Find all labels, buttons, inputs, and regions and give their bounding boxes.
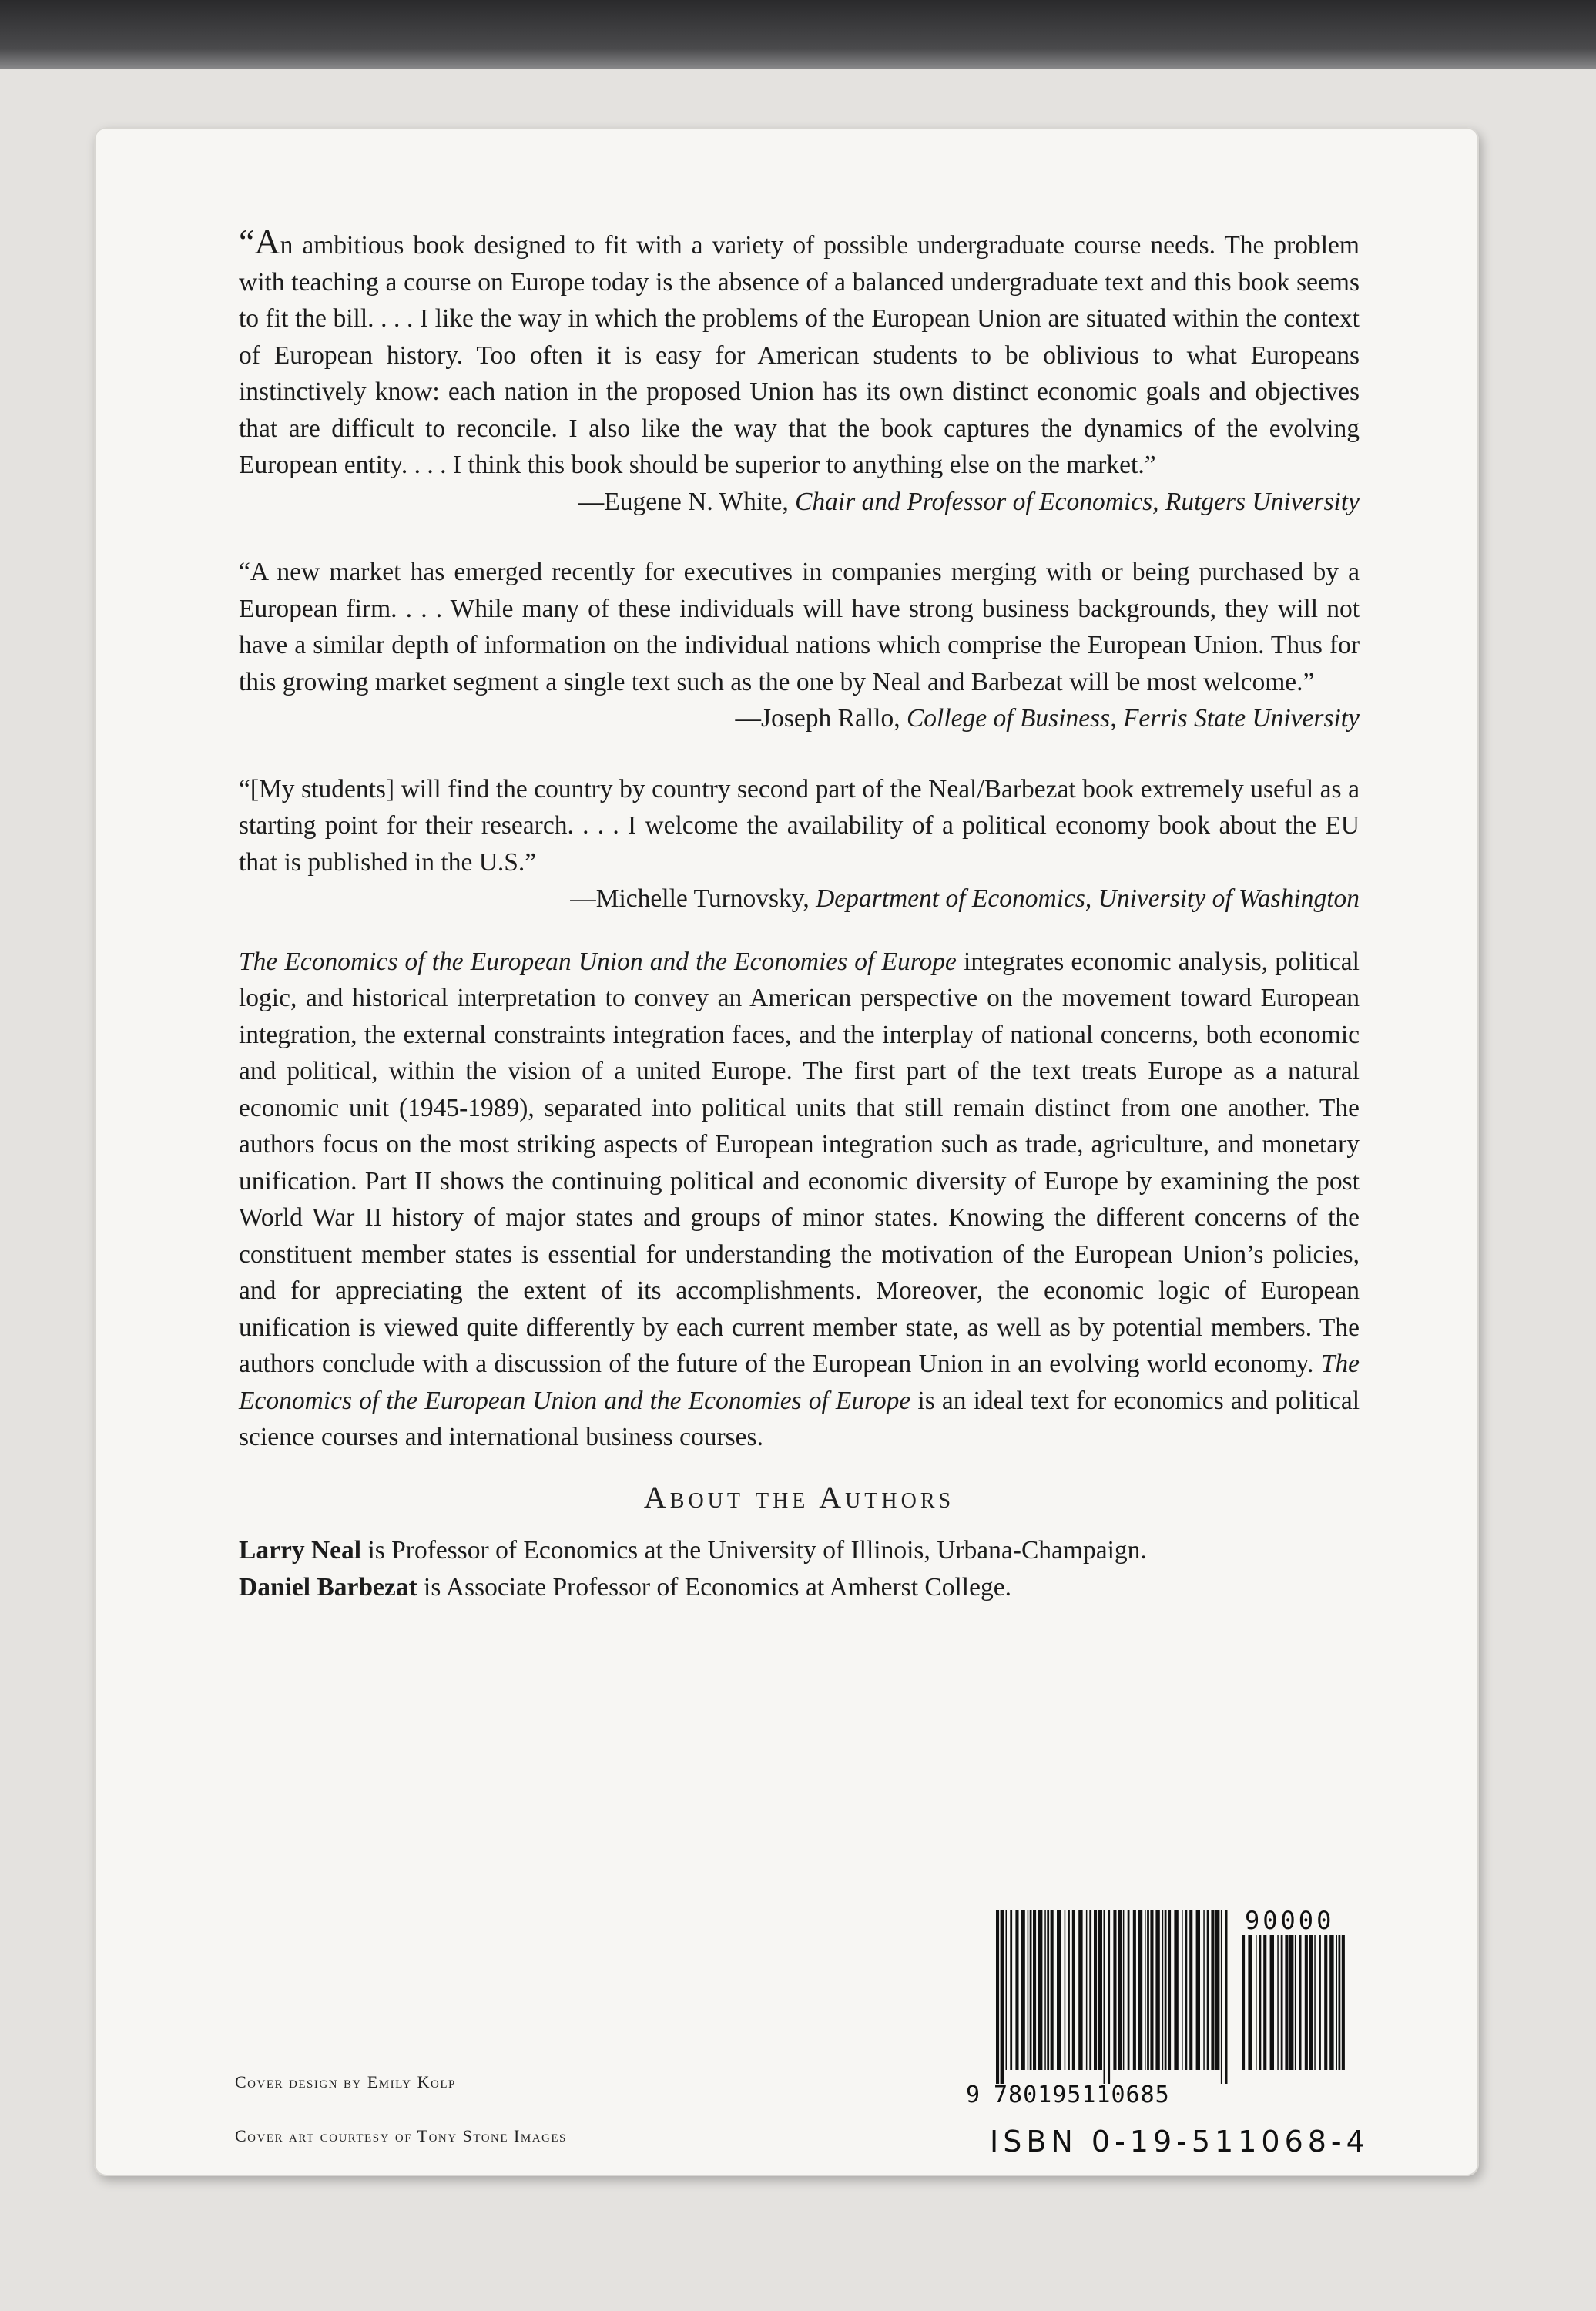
barcode-addon-bars — [1240, 1935, 1348, 2084]
cover-art-credit: Cover art courtesy of Tony Stone Images — [235, 2126, 567, 2145]
cover-text-block — [239, 223, 1360, 1605]
quote-1-author: —Eugene N. White, — [578, 487, 796, 516]
barcode-first-digit: 9 — [966, 2081, 981, 2108]
quote-2-author: —Joseph Rallo, — [735, 704, 907, 733]
barcode-addon-digits: 90000 — [1245, 1906, 1335, 1935]
author-bio-barbezat: is Associate Professor of Economics at Amherst College. — [417, 1572, 1011, 1602]
quote-1-body: n ambitious book designed to fit with a variety of possible undergraduate course needs. The problem with teaching a course on Europe today is the absence of a balanced undergraduate text and this book seems to fit the bill. . . . I like the way in which the problems of the European Union are situated within the context of European history. Too often it is easy for American students to be oblivious to what Europeans instinctively know: each nation in the proposed Union has its own distinct economic goals and objectives that are difficult to reconcile. I also like the way that the book captures the dynamics of the evolving European entity. . . . I think this book should be superior to anything else on the market.” — [239, 231, 1360, 479]
description-book-title: The Economics of the European Union and the Economies of Europe — [239, 947, 957, 976]
isbn-barcode — [961, 1906, 1362, 2118]
barcode-main-bars — [994, 1910, 1232, 2084]
quote-3-author: —Michelle Turnovsky, — [570, 884, 816, 913]
description-body-2: is an ideal text for economics and political science courses and international business courses. — [239, 1386, 1360, 1451]
author-line-neal — [239, 1532, 1360, 1569]
author-bio-neal: is Professor of Economics at the University of Illinois, Urbana-Champaign. — [361, 1536, 1147, 1565]
isbn-number: ISBN 0-19-511068-4 — [990, 2125, 1370, 2158]
cover-design-credit: Cover design by Emily Kolp — [235, 2072, 456, 2091]
author-name-neal: Larry Neal — [239, 1536, 362, 1565]
description-book-title-2: The Economics of the European Union and the Economies of Europe — [239, 1350, 1360, 1415]
book-description — [239, 944, 1360, 1456]
author-name-barbezat: Daniel Barbezat — [239, 1572, 417, 1602]
quote-2-attribution — [239, 700, 1360, 737]
quote-1-attribution — [239, 484, 1360, 521]
about-authors-heading: About the Authors — [643, 1479, 955, 1514]
quote-1-text — [239, 223, 1360, 484]
description-body-1: integrates economic analysis, political logic, and historical interpretation to convey an American perspective on the movement toward European integration, the external constraints integration faces, and the interplay of national concerns, both economic and political, within the vision of a united Europe. The first part of the text treats Europe as a natural economic unit (1945-1989), separated into political units that still remain distinct from one another. The authors focus on the most striking aspects of European integration such as trade, agriculture, and monetary unification. Part II shows the continuing political and economic diversity of Europe by examining the post World War II history of major states and groups of minor states. Knowing the different concerns of the constituent member states is essential for understanding the motivation of the European Union’s policies, and for appreciating the extent of its accomplishments. Moreover, the economic logic of European unification is viewed quite differently by each current member state, as well as by potential members. The authors conclude with a discussion of the future of the European Union in an evolving world economy. — [239, 947, 1360, 1378]
barcode-digits: 780195110685 — [994, 2081, 1170, 2108]
quote-3-attribution — [239, 880, 1360, 917]
quote-2-text: “A new market has emerged recently for executives in companies merging with or being purchased by a European firm. . . . While many of these individuals will have strong business backgrounds, they will not have a similar depth of information on the individual nations which comprise the European Union. Thus for this growing market segment a single text such as the one by Neal and Barbezat will be most welcome.” — [239, 558, 1360, 696]
quote-1-institution: Chair and Professor of Economics, Rutgers University — [795, 487, 1360, 516]
quote-3-text: “[My students] will find the country by country second part of the Neal/Barbezat book extremely useful as a starting point for their research. . . . I welcome the availability of a political economy book about the EU that is published in the U.S.” — [239, 774, 1360, 877]
background-top-band — [0, 0, 1596, 69]
quote-1-open: “A — [239, 222, 280, 261]
quote-3-institution: Department of Economics, University of Washington — [816, 884, 1360, 913]
quote-2-institution: College of Business, Ferris State University — [906, 704, 1360, 733]
author-line-barbezat — [239, 1569, 1360, 1606]
